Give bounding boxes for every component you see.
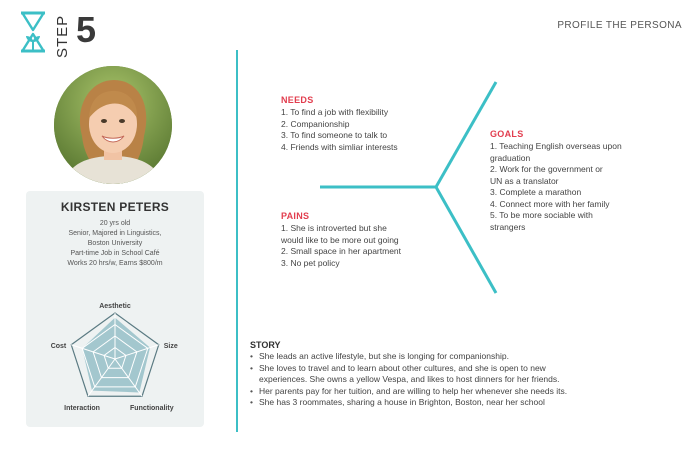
list-item: 4. Friends with simliar interests [281, 141, 398, 152]
persona-avatar [54, 66, 172, 184]
page-title: PROFILE THE PERSONA [557, 20, 682, 31]
story-item: • She has 3 roommates, sharing a house in Brighton, Boston, near her school [250, 397, 567, 409]
needs-list [281, 107, 398, 153]
list-item: 1. To find a job with flexibility [281, 107, 389, 117]
persona-card [26, 191, 204, 427]
goals-title: GOALS [490, 129, 524, 139]
list-item: 5. To be more sociable with [490, 210, 593, 220]
persona-job: Part-time Job in School Café [70, 250, 160, 257]
persona-name: KIRSTEN PETERS [60, 200, 170, 214]
step-number: 5 [76, 9, 97, 50]
radar-axis-label: Cost [50, 342, 67, 350]
story-item: • Her parents pay for her tuition, and are willing to help her whenever she needs its. [250, 386, 567, 398]
vertical-divider [236, 50, 238, 432]
radar-axis-label: Interaction [64, 405, 100, 413]
story-item: • She loves to travel and to learn about other cultures, and she is open to new [250, 363, 567, 375]
list-item: 2. Work for the government or [490, 164, 603, 174]
pains-title: PAINS [281, 211, 310, 221]
list-item: strangers [490, 221, 526, 232]
radar-axis-label: Aesthetic [99, 303, 131, 310]
pains-list [281, 223, 401, 269]
persona-income: Works 20 hrs/w, Earns $800/m [67, 260, 163, 267]
radar-chart [26, 287, 204, 425]
persona-education: Senior, Majored in Linguistics, [68, 230, 162, 237]
list-item: 1. Teaching English overseas upon [490, 141, 622, 151]
radar-axis-label: Size [163, 342, 178, 350]
step-word-text: STEP [54, 14, 71, 58]
story-title: STORY [250, 340, 281, 350]
hourglass-sprout-logo-icon [18, 10, 48, 54]
list-item: would like to be more out going [281, 234, 399, 245]
persona-age: 20 yrs old [99, 220, 131, 227]
step-label [50, 8, 72, 60]
story-item: • She leads an active lifestyle, but she is longing for companionship. [250, 351, 567, 363]
goals-list [490, 141, 622, 233]
list-item: 2. Companionship [281, 118, 350, 129]
list-item: 3. No pet policy [281, 257, 340, 268]
list-item: 4. Connect more with her family [490, 198, 610, 209]
list-item: 3. To find someone to talk to [281, 130, 388, 140]
persona-school: Boston University [87, 240, 143, 247]
list-item: UN as a translator [490, 175, 559, 186]
needs-title: NEEDS [281, 95, 314, 105]
persona-details [26, 219, 204, 269]
list-item: 1. She is introverted but she [281, 223, 387, 233]
radar-axis-label: Functionality [130, 405, 174, 413]
list-item: graduation [490, 152, 531, 163]
list-item: 2. Small space in her apartment [281, 246, 402, 256]
story-item-continuation: experiences. She owns a yellow Vespa, and likes to host dinners for her friends. [259, 374, 560, 384]
list-item: 3. Complete a marathon [490, 187, 582, 197]
story-list [250, 351, 567, 409]
